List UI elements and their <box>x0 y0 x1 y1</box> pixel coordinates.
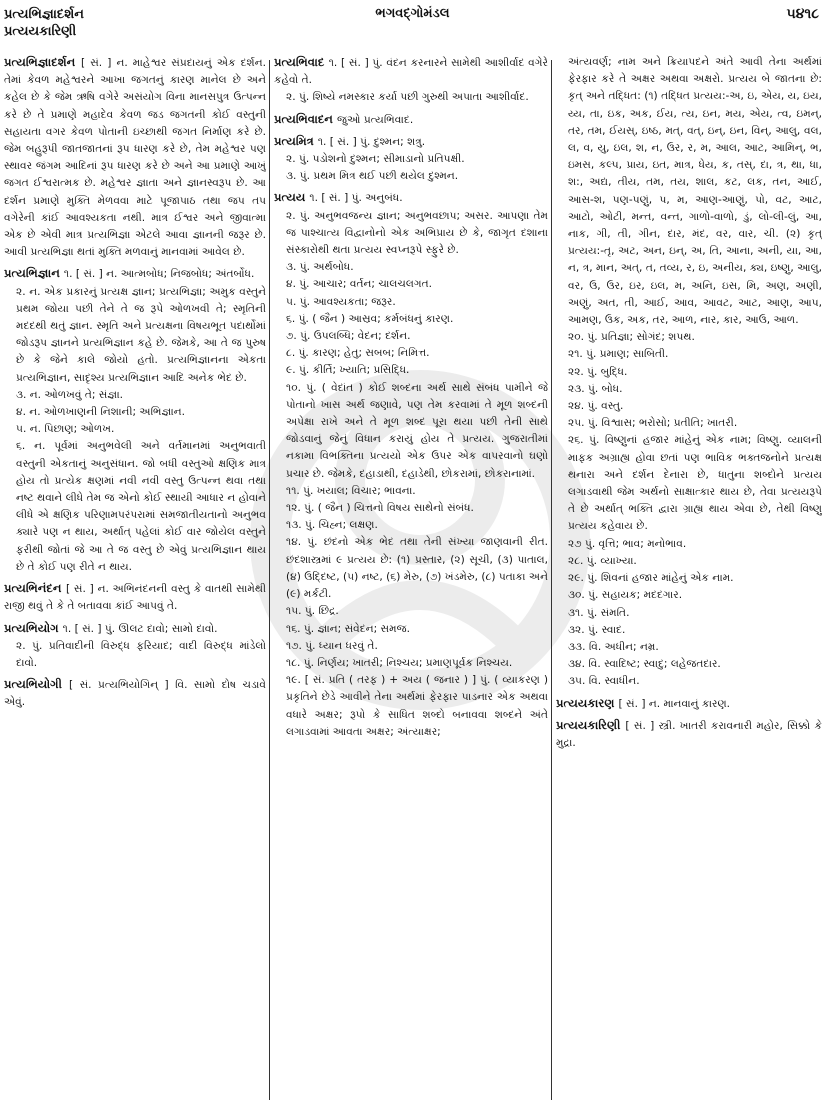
first-guide-word: પ્રત્યભિજ્ઞાદર્શન <box>4 7 84 22</box>
entry-definition: ૧. [ સં. ] ન. આત્મબોધ; નિજબોધ; અંતર્બોધ. <box>63 268 255 281</box>
entry-sense: ૩૨. પું. સ્વાદ. <box>568 623 626 636</box>
entry-sense: ૨૭ પું. વૃત્તિ; ભાવ; મનોભાવ. <box>568 537 687 550</box>
dictionary-entry <box>274 54 548 107</box>
entry-sense: ૪. પું. આચાર; વર્તન; ચાલચલગત. <box>286 278 433 291</box>
entry-sense: ૩૫. વિ. સ્વાધીન. <box>568 675 640 688</box>
entry-sense: ૨૩. પું. બોધ. <box>568 382 623 395</box>
dictionary-columns <box>0 54 825 1112</box>
entry-sense: ૨૬. પું. વિષ્ણુનાં હજાર માંહેનું એક નામ; વિષ્ણુ. વ્યાલની માફક અગ્રાહ્ય હોવા છતાં પણ ભાવિક ભક્તજનોને પ્રત્યક્ષ થનારા અને દર્શન દેનારા છે, ધાતુના શબ્દોને પ્રત્યય લગાડવાથી જેમ અર્થનો સાક્ષાત્કાર થાય છે, તેવા પ્રત્યયરૂપે તે છે અર્થાત્ ભક્તિ દ્વારા ગ્રાહ્ય થાય એવા છે, તેથી વિષ્ણુ પ્રત્યય કહેવાય છે. <box>568 434 822 533</box>
entry-definition: [ સં. પ્રત્યભિયોગિન્ ] વિ. સામો દોષ ચડાવે એવું. <box>4 679 266 709</box>
dictionary-entry <box>4 620 266 673</box>
entry-sense: ૨૮. પું. વ્યાખ્યા. <box>568 554 637 567</box>
column-1 <box>4 54 266 1112</box>
entry-sense: ૨. પું. અનુભવજન્ય જ્ઞાન; અનુભવછાપ; અસર. આપણા તેમ જ પાશ્ચાત્ય વિદ્વાનોનો એક અભિપ્રાય છે કે, જાગૃત દશાના સંસ્કારોથી થતા પ્રત્યય સ્વપ્નરૂપે સ્ફુરે છે. <box>286 209 548 257</box>
entry-headword: પ્રત્યભિવાદ <box>274 55 329 69</box>
entry-headword: પ્રત્યયકારણ <box>556 695 619 710</box>
entry-headword: પ્રત્યભિવાદન <box>274 111 337 126</box>
entry-sense: ૨. ન. એક પ્રકારનું પ્રત્યક્ષ જ્ઞાન; પ્રત્યભિજ્ઞા; અમુક વસ્તુને પ્રથમ જોયા પછી તેને તે જ રૂપે ઓળખવી તે; સ્મૃતિની મદદથી થતું જ્ઞાન. સ્મૃતિ અને પ્રત્યક્ષના વિષયભૂત પદાર્થોમાં જોડરૂપ જ્ઞાનને પ્રત્યભિજ્ઞાન કહે છે. જેમકે, આ તે જ પુરુષ છે કે જેને કાલે જોયો હતો. પ્રત્યભિજ્ઞાનના એકતા પ્રત્યભિજ્ઞાન, સાદૃશ્ય પ્રત્યભિજ્ઞાન આદિ અનેક ભેદ છે. <box>16 285 266 384</box>
column-3 <box>556 54 822 1112</box>
entry-sense: ૨૫. પું. વિશ્વાસ; ભરોસો; પ્રતીતિ; ખાતરી. <box>568 417 738 430</box>
book-title: ભગવદ્ગોમંડલ <box>375 6 450 21</box>
entry-sense: ૨૯. પું. શિવનાં હજાર માંહેનું એક નામ. <box>568 572 734 585</box>
dictionary-entry <box>4 54 266 261</box>
dictionary-entry <box>4 580 266 615</box>
entry-definition: [ સં. ] ન. માહેશ્વર સંપ્રદાયનું એક દર્શન. તેમાં કેવળ મહેશ્વરને આખા જગતનું કારણ માનેલ છે અને કહેલ છે કે જેમ ઋષિ વગેરે અસંયોગ વિના માનસપુત્ર ઉત્પન્ન કરે છે તે પ્રમાણે મહાદેવ કેવળ જડ જગતની કોઈ વસ્તુની સહાયતા વગર કેવળ પોતાની ઇચ્છાથી જગત નિર્માણ કરે છે. જેમ બહુરૂપી જાતજાતનાં રૂપ ધારણ કરે છે, તેમ મહેશ્વર પણ સ્થાવર જંગમ આદિનાં રૂપ ધારણ કરે છે અને આ પ્રમાણે આખું જગત ઈશ્વરાત્મક છે. મહેશ્વર જ્ઞાતા અને જ્ઞાનસ્વરૂપ છે. આ દર્શન પ્રમાણે મુક્તિ મેળવવા માટે પૂજાપાઠ તથા જપ તપ વગેરેની કાંઈ આવશ્યકતા નથી. માત્ર ઈશ્વર અને જીવાત્મા એક છે એવી માત્ર પ્રત્યભિજ્ઞા એટલે આવા જ્ઞાનની જરૂર છે. આવી પ્રત્યભિજ્ઞા થતાં મુક્તિ મળવાનું માનવામાં આવેલ છે. <box>4 57 266 259</box>
entry-sense: ૩. પું. અર્થબોધ. <box>286 261 354 274</box>
entry-sense: ૭. પું. ઉપલબ્ધિ; વેદન; દર્શન. <box>286 330 411 343</box>
entry-sense: ૨૪. પું. વસ્તુ. <box>568 400 624 413</box>
entry-sense: ૩૦. પું. સહાયક; મદદગાર. <box>568 589 683 602</box>
entry-sense: ૩૧. પું. સંમતિ. <box>568 606 630 619</box>
column-2 <box>274 54 548 1112</box>
entry-sense: ૩૩. વિ. અધીન; નમ્ર. <box>568 640 659 653</box>
entry-sense: ૧૧. પું. ખયાલ; વિચાર; ભાવના. <box>286 484 416 497</box>
dictionary-entry <box>274 189 548 741</box>
entry-definition: અંત્યવર્ણ; નામ અને ક્રિયાપદને અંતે આવી તેના અર્થમાં ફેરફાર કરે તે અક્ષર અથવા અક્ષરો. પ્રત્યય બે જાતના છે: કૃત્ અને તદ્ધિત: (૧) તદ્ધિત પ્રત્યય:-અ, ઇ, એય, ય, ઇય, ય્ય, તા, ઇક, અક, ઈય, ત્ય, ઇન, મય, એય, ત્વ, ઇમન્, તર, તમ, ઈયસ્, ઇષ્ઠ, મત્, વત્, ઇન્, ઇન, વિન્, આલુ, વલ, લ, વ, યુ, ઇલ, શ, ન, ઉર, ર, મ, આલ, આટ, આમિન્, ભ, ઇમસ, કલ્પ, પ્રાય, ઇત, માત્ર, ધેય, ક, તસ્, દા, ત્ર, થા, ધા, શ:, અદ્ય, તીય, તમ, તય, શાલ, કટ, લક, તન, આઈ, આસ-શ, પણ-પણું, પ, મ, આણ-આણું, પો, વટ, આટ, આટો, ઓટી, મન્ત, વન્ત, ગાળો-વાળો, ડું, લો-લી-લું, આ, નાક, ગી, તી, ગીન, દાર, મંદ, વર, વાર, ચી. (૨) કૃત્ પ્રત્યય:-તૃ, અટ, અન, ઇન્, અ, તિ, આના, અની, યા, આ, ન, ત્ર, માન, અત્, ત, તવ્ય, ર, ઇ, અનીય, ક્ય, ઇષ્ણુ, આલુ, વર, ઉ, ઉર, ઇર, ઇલ, મ, અનિ, ઇસ, મિ, અણ, અણી, અણું, અત, તી, આઈ, આવ, આવટ, આટ, આણ, આપ, આમણ, ઉક, અક, તર, આળ, નાર, કાર, આઉ, આળ. <box>568 56 822 327</box>
entry-sense: ૨૨. પું. બુદ્ધિ. <box>568 365 628 378</box>
dictionary-entry <box>4 265 266 576</box>
entry-sense: ૮. પું. કારણ; હેતુ; સબબ; નિમિત્ત. <box>286 347 430 360</box>
entry-sense: ૪. ન. ઓળખાણની નિશાની; અભિજ્ઞાન. <box>16 406 186 419</box>
entry-headword: પ્રત્યભિયોગી <box>4 677 70 692</box>
dictionary-entry <box>556 695 822 713</box>
entry-sense: ૧૦. પું. ( વેદાંત ) કોઈ શબ્દના અર્થ સાથે સંબંધ પામીને જે પોતાનો ખાસ અર્થ જણાવે, પણ તેમ કરવામાં તે મૂળ શબ્દની અપેક્ષા રાખે અને તે મૂળ શબ્દ પૂરા થયા પછી તેની સાથે જોડવાનું જેનું વિધાન કરાયું હોય તે પ્રત્યય. ગુજરાતીમાં નકામા વિભક્તિના પ્રત્યયો એક ઉપર એક વાપરવાનો ઘણો પ્રચાર છે. જેમકે, દહાડાથી, દહાડેથી, છોકરામાં, છોકરાનામાં. <box>286 381 548 480</box>
entry-sense: ૧૩. પું. ચિહ્ન; લક્ષણ. <box>286 519 378 532</box>
entry-definition: ૧. [ સં. ] પું. ઊલટ દાવો; સામો દાવો. <box>62 622 218 635</box>
entry-headword: પ્રત્યય <box>274 190 310 205</box>
entry-sense: ૧૮. પું. નિર્ણય; ખાતરી; નિશ્ચય; પ્રમાણપૂર્વક નિશ્ચય. <box>286 656 513 669</box>
dictionary-entry <box>274 111 548 129</box>
entry-definition: [ સં. ] સ્ત્રી. ખાતરી કરાવનારી મહોર, સિક્કો કે મુદ્રા. <box>556 719 822 749</box>
entry-headword: પ્રત્યભિયોગ <box>4 620 63 635</box>
entry-sense: ૫. પું. આવશ્યકતા; જરૂર. <box>286 295 396 308</box>
entry-sense: ૫. ન. પિછાણ; ઓળખ. <box>16 423 115 436</box>
entry-sense: ૧૨. પું. ( જૈન ) ચિત્તનો વિષય સાથેનો સંબંધ. <box>286 502 474 515</box>
page-number: ૫૪૧૮ <box>786 6 819 22</box>
entry-headword: પ્રત્યભિનંદન <box>4 581 66 596</box>
page-header <box>0 0 825 52</box>
entry-sense: ૩૪. વિ. સ્વાદિષ્ટ; સ્વાદુ; લહેજતદાર. <box>568 658 721 671</box>
entry-sense: ૧૯. [ સં. પ્રતિ ( તરફ ) + અય ( જનાર ) ] પું. ( વ્યાકરણ ) પ્રકૃતિને છેડે આવીને તેના અર્થમાં ફેરફાર પાડનાર એક અથવા વધારે અક્ષર; રૂપો કે સાધિત શબ્દો બનાવવા શબ્દને અંતે લગાડવામાં આવતા અક્ષર; અંત્યાક્ષર; <box>286 674 548 738</box>
entry-definition: ૧. [ સં. ] પું. દુશ્મન; શત્રુ. <box>317 135 426 148</box>
entry-sense: ૧૪. પું. છંદનો એક ભેદ તથા તેની સંખ્યા જાણવાની રીત. છંદશાસ્ત્રમાં ૯ પ્રત્યય છે: (૧) પ્રસ્તાર, (૨) સૂચી, (૩) પાતાલ, (૪) ઉદ્દિષ્ટ, (૫) નષ્ટ, (૬) મેરુ, (૭) ખંડમેરુ, (૮) પતાકા અને (૯) મર્કટી. <box>286 536 548 601</box>
entry-definition: ૧. [ સં. ] પું. અનુબંધ. <box>309 192 403 205</box>
entry-sense: ૬. ન. પૂર્વમાં અનુભવેલી અને વર્તમાનમાં અનુભવાતી વસ્તુની એકતાનું અનુસંધાન. જો બધી વસ્તુઓ ક્ષણિક માત્ર હોય તો પ્રત્યેક ક્ષણમાં નવી નવી વસ્તુ ઉત્પન્ન થવા તથા નષ્ટ થવાને લીધે તેમ જ એનો કોઈ સ્થાયી આધાર ન હોવાને લીધે એ ક્ષણિક પરિણામપરંપરામાં સમજાતીયતાનો અનુભવ ક્યારે પણ ન થાય, અર્થાત્ પહેલાં કોઈ વાર જોયેલ વસ્તુને ફરીથી જોતાં જે આ તે જ વસ્તુ છે એવું પ્રત્યભિજ્ઞાન થાય છે તે કોઈ પણ રીતે ન થાય. <box>16 440 266 573</box>
entry-headword: પ્રત્યભિજ્ઞાદર્શન <box>4 55 82 69</box>
dictionary-entry <box>274 133 548 186</box>
entry-headword: પ્રત્યયકારિણી <box>556 717 626 732</box>
dictionary-entry <box>556 54 822 691</box>
entry-sense: ૨. પું. પડોશનો દુશ્મન; સીમાડાનો પ્રતિપક્ષી. <box>286 153 465 166</box>
entry-definition: [ સં. ] ન. અભિનંદનની વસ્તુ કે વાતથી સામેથી રાજી થવું તે કે તે બતાવવા કાંઈ આપવું તે. <box>4 583 266 613</box>
entry-sense: ૩. ન. ઓળખવું તે; સંજ્ઞા. <box>16 388 124 401</box>
entry-definition: [ સં. ] ન. માનવાનું કારણ. <box>618 697 731 710</box>
entry-sense: ૧૫. પું. છિદ્ર. <box>286 605 339 618</box>
dictionary-entry <box>4 676 266 711</box>
entry-sense: ૨. પું. શિષ્યે નમસ્કાર કર્યા પછી ગુરુથી અપાતા આશીર્વાદ. <box>286 91 529 104</box>
entry-sense: ૨૧. પું. પ્રમાણ; સાબિતી. <box>568 348 669 361</box>
entry-sense: ૯. પું. કીર્તિ; ખ્યાતિ; પ્રસિદ્ધિ. <box>286 364 410 377</box>
entry-sense: ૬. પું. ( જૈન ) આસ્રવ; કર્મબંધનું કારણ. <box>286 312 454 325</box>
entry-definition: જુઓ પ્રત્યભિવાદ. <box>336 113 414 126</box>
entry-sense: ૨. પું. પ્રતિવાદીની વિરુદ્ધ ફરિયાદ; વાદી વિરુદ્ધ માંડેલો દાવો. <box>16 639 266 669</box>
entry-headword: પ્રત્યભિજ્ઞાન <box>4 266 64 281</box>
entry-sense: ૨૦. પું. પ્રતિજ્ઞા; સોગંદ; શપથ. <box>568 331 695 344</box>
entry-headword: પ્રત્યમિત્ર <box>274 133 318 148</box>
last-guide-word: પ્રત્યયકારિણી <box>4 24 77 39</box>
entry-sense: ૩. પું. પ્રથમ મિત્ર થઈ પછી થયેલ દુશ્મન. <box>286 170 459 183</box>
dictionary-entry <box>556 717 822 752</box>
entry-sense: ૧૭. પું. ધ્યાન ધરવું તે. <box>286 639 378 652</box>
entry-definition: ૧. [ સં. ] પું. વંદન કરનારને સામેથી આશીર્વાદ વગેરે કહેવો તે. <box>274 57 548 87</box>
entry-sense: ૧૬. પું. જ્ઞાન; સંવેદન; સમજ. <box>286 622 410 635</box>
